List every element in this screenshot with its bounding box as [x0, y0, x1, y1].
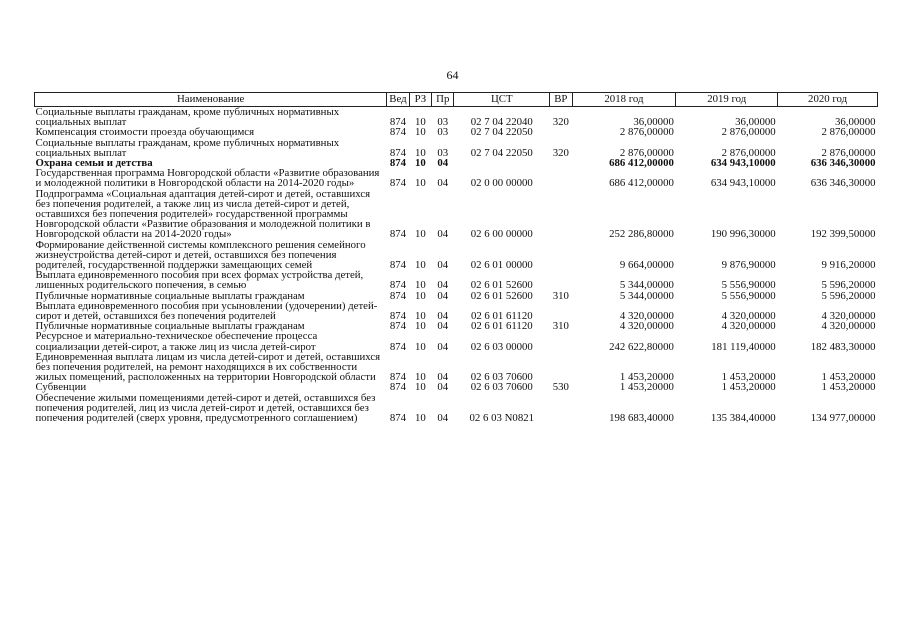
row-pr: 04	[437, 381, 449, 394]
row-rz: 10	[414, 310, 426, 323]
row-pr: 04	[437, 289, 449, 302]
row-vr: 320	[552, 146, 569, 159]
row-2018: 5 344,00000	[619, 289, 674, 302]
row-2020: 192 399,50000	[810, 228, 876, 241]
row-pr: 03	[437, 116, 449, 129]
row-2018: 36,00000	[633, 116, 674, 129]
table-header-row	[35, 93, 878, 107]
row-2019: 4 320,00000	[721, 310, 776, 323]
table-row	[35, 107, 878, 128]
row-ved: 874	[389, 279, 407, 292]
row-rz: 10	[414, 279, 426, 292]
row-name: Охрана семьи и детства	[35, 157, 153, 170]
row-2020: 134 977,00000	[810, 412, 876, 425]
row-ved: 874	[389, 259, 407, 272]
row-2020: 2 876,00000	[821, 126, 876, 139]
row-2018: 2 876,00000	[619, 146, 674, 159]
row-ved: 874	[389, 228, 407, 241]
row-cst: 02 0 00 00000	[470, 177, 533, 190]
row-2020: 9 916,20000	[821, 259, 876, 272]
table-row	[35, 301, 878, 321]
header-2020: 2020 год	[778, 93, 878, 107]
row-vr: 310	[552, 320, 569, 333]
row-name: Выплата единовременного пособия при всех формах устройства детей, лишенных родительского попечения, в семью	[35, 269, 364, 292]
row-pr: 04	[437, 177, 449, 190]
table-row	[35, 240, 878, 271]
row-2019: 135 384,40000	[710, 412, 776, 425]
row-2019: 634 943,10000	[710, 157, 776, 170]
row-vr	[550, 158, 572, 168]
row-rz: 10	[414, 116, 426, 129]
row-cst: 02 6 03 70600	[470, 381, 533, 394]
row-name: Публичные нормативные социальные выплаты гражданам	[35, 320, 305, 333]
row-2020: 5 596,20000	[821, 289, 876, 302]
row-rz: 10	[414, 126, 426, 139]
row-rz: 10	[414, 146, 426, 159]
row-2019: 2 876,00000	[721, 126, 776, 139]
row-vr: 320	[552, 116, 569, 129]
row-name: Компенсация стоимости проезда обучающимся	[35, 126, 255, 139]
header-pr: Пр	[432, 93, 454, 107]
row-cst: 02 6 01 52600	[470, 289, 533, 302]
row-rz: 10	[414, 412, 426, 425]
row-2020: 636 346,30000	[810, 177, 876, 190]
table-row	[35, 270, 878, 290]
row-cst: 02 6 01 00000	[470, 259, 533, 272]
row-pr: 04	[437, 412, 449, 425]
row-2020: 1 453,20000	[821, 381, 876, 394]
header-ved: Вед	[387, 93, 409, 107]
row-2019: 181 119,40000	[711, 340, 776, 353]
row-pr: 04	[437, 157, 449, 170]
row-rz: 10	[414, 177, 426, 190]
row-2019: 4 320,00000	[721, 320, 776, 333]
row-name: Формирование действенной системы комплексного решения семейного жизнеустройства детей-сирот и детей, оставшихся без попечения родителей, государственной поддержки замещающих семей	[35, 238, 366, 272]
row-vr	[550, 168, 572, 188]
row-2018: 242 622,80000	[609, 340, 674, 353]
row-rz: 10	[414, 381, 426, 394]
row-2018: 1 453,20000	[619, 381, 674, 394]
row-name: Социальные выплаты гражданам, кроме публичных нормативных социальных выплат	[35, 136, 340, 159]
table-row	[35, 331, 878, 351]
row-vr	[550, 189, 572, 240]
row-ved: 874	[389, 340, 407, 353]
row-name: Подпрограмма «Социальная адаптация детей-сирот и детей, оставшихся без попечения родителей, а также лиц из числа детей-сирот и детей, оставшихся без попечения родителей» государственной программы Новгородской области «Развитие образования и молодежной политики в Новгородской области на 2014-2020 годы»	[35, 187, 371, 241]
page-number: 64	[446, 68, 459, 82]
row-2018: 9 664,00000	[619, 259, 674, 272]
row-name: Субвенции	[35, 381, 87, 394]
row-2019: 190 996,30000	[710, 228, 776, 241]
row-pr: 04	[437, 279, 449, 292]
row-2020: 1 453,20000	[821, 371, 876, 384]
row-pr: 04	[437, 340, 449, 353]
row-2019: 36,00000	[735, 116, 776, 129]
header-2018: 2018 год	[572, 93, 676, 107]
row-vr: 310	[552, 289, 569, 302]
row-name: Выплата единовременного пособия при усыновлении (удочерении) детей-сирот и детей, оставшихся без попечения родителей	[35, 299, 378, 323]
row-vr: 530	[552, 381, 569, 394]
row-cst	[454, 158, 550, 168]
row-vr	[550, 127, 572, 137]
row-rz: 10	[414, 228, 426, 241]
row-name: Публичные нормативные социальные выплаты гражданам	[35, 289, 305, 302]
row-2020: 5 596,20000	[821, 279, 876, 292]
row-vr	[550, 393, 572, 424]
row-2019: 634 943,10000	[710, 177, 776, 190]
row-rz: 10	[414, 259, 426, 272]
row-rz: 10	[414, 157, 426, 170]
row-ved: 874	[389, 126, 407, 139]
row-pr: 03	[437, 126, 449, 139]
row-2020: 2 876,00000	[821, 146, 876, 159]
row-vr	[550, 352, 572, 383]
row-ved: 874	[389, 371, 407, 384]
row-cst: 02 6 01 52600	[470, 279, 533, 292]
row-rz: 10	[414, 371, 426, 384]
row-pr: 03	[437, 146, 449, 159]
row-pr: 04	[437, 259, 449, 272]
table-row	[35, 189, 878, 240]
row-2020: 182 483,30000	[810, 340, 876, 353]
row-name: Обеспечение жилыми помещениями детей-сирот и детей, оставшихся без попечения родителей, лиц из числа детей-сирот и детей, оставшихся без попечения родителей (сверх уровня, предусмотренного соглашением)	[35, 391, 376, 425]
row-cst: 02 7 04 22040	[470, 116, 533, 129]
row-2020: 4 320,00000	[821, 320, 876, 333]
row-ved: 874	[389, 157, 407, 170]
header-vr: ВР	[550, 93, 572, 107]
row-2018: 4 320,00000	[619, 310, 674, 323]
row-2019: 1 453,20000	[721, 381, 776, 394]
row-cst: 02 6 01 61120	[470, 310, 533, 323]
row-name: Государственная программа Новгородской области «Развитие образования и молодежной политики в Новгородской области на 2014-2020 годы»	[35, 167, 380, 190]
row-2019: 2 876,00000	[721, 146, 776, 159]
row-ved: 874	[389, 289, 407, 302]
row-ved: 874	[389, 146, 407, 159]
row-pr: 04	[437, 371, 449, 384]
row-cst: 02 6 01 61120	[470, 320, 533, 333]
header-2019: 2019 год	[676, 93, 778, 107]
row-2019: 5 556,90000	[721, 289, 776, 302]
row-2020: 36,00000	[835, 116, 876, 129]
header-rz: РЗ	[409, 93, 431, 107]
row-2018: 1 453,20000	[619, 371, 674, 384]
row-cst: 02 6 03 70600	[470, 371, 533, 384]
row-2020: 636 346,30000	[810, 157, 876, 170]
row-vr	[550, 331, 572, 351]
row-2018: 686 412,00000	[609, 157, 674, 170]
row-cst: 02 7 04 22050	[470, 146, 533, 159]
row-2018: 198 683,40000	[609, 412, 674, 425]
table-row	[35, 138, 878, 158]
row-2020: 4 320,00000	[821, 310, 876, 323]
row-cst: 02 6 03 N0821	[469, 412, 535, 425]
row-2018: 4 320,00000	[619, 320, 674, 333]
row-cst: 02 6 00 00000	[470, 228, 533, 241]
row-pr: 04	[437, 228, 449, 241]
row-cst: 02 7 04 22050	[470, 126, 533, 139]
budget-table	[34, 92, 878, 423]
row-2019: 9 876,90000	[721, 259, 776, 272]
row-rz: 10	[414, 320, 426, 333]
row-ved: 874	[389, 320, 407, 333]
row-ved: 874	[389, 310, 407, 323]
row-2018: 5 344,00000	[619, 279, 674, 292]
row-vr	[550, 301, 572, 321]
row-2019: 1 453,20000	[721, 371, 776, 384]
row-pr: 04	[437, 310, 449, 323]
header-name: Наименование	[35, 93, 387, 107]
table-row	[35, 393, 878, 424]
row-name: Ресурсное и материально-техническое обеспечение процесса социализации детей-сирот, а также лиц из числа детей-сирот	[35, 330, 318, 353]
row-vr	[550, 270, 572, 290]
row-vr	[550, 240, 572, 271]
row-2019: 5 556,90000	[721, 279, 776, 292]
row-pr: 04	[437, 320, 449, 333]
row-2018: 2 876,00000	[619, 126, 674, 139]
header-cst: ЦСТ	[454, 93, 550, 107]
row-2018: 252 286,80000	[609, 228, 674, 241]
row-ved: 874	[389, 381, 407, 394]
row-2018: 686 412,00000	[609, 177, 674, 190]
row-ved: 874	[389, 177, 407, 190]
row-cst: 02 6 03 00000	[470, 340, 533, 353]
row-name: Социальные выплаты гражданам, кроме публичных нормативных социальных выплат	[35, 106, 340, 129]
row-ved: 874	[389, 412, 407, 425]
table-row	[35, 168, 878, 188]
row-ved: 874	[389, 116, 407, 129]
row-rz: 10	[414, 340, 426, 353]
row-rz: 10	[414, 289, 426, 302]
table-row	[35, 352, 878, 383]
row-name: Единовременная выплата лицам из числа детей-сирот и детей, оставшихся без попечения родителей, на ремонт находящихся в их собственности жилых помещений, расположенных на территории Новгородской области	[35, 350, 381, 384]
